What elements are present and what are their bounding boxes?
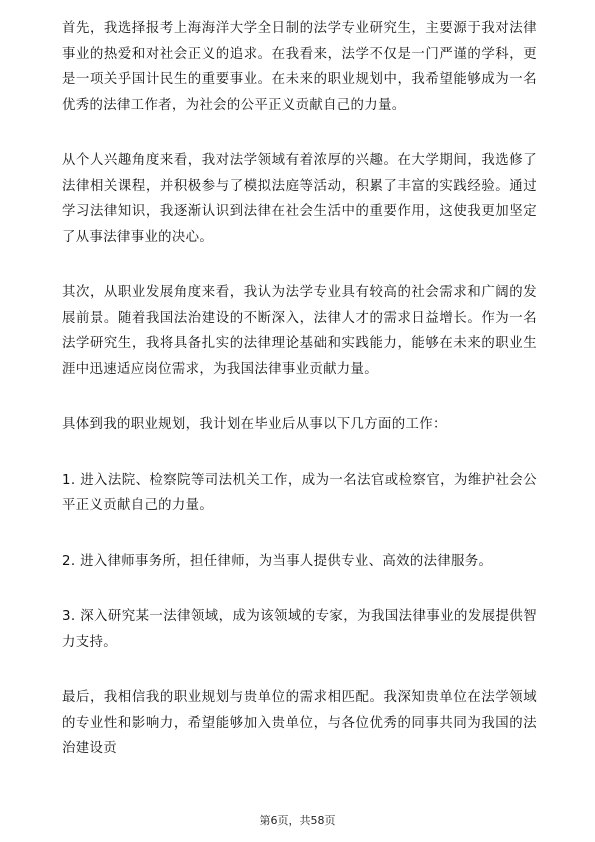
paragraph-plan-intro: 具体到我的职业规划，我计划在毕业后从事以下几方面的工作： (62, 417, 447, 432)
list-item-plan-2: 2. 进入律师事务所，担任律师，为当事人提供专业、高效的法律服务。 (62, 553, 493, 569)
paragraph-intro: 首先，我选择报考上海海洋大学全日制的法学专业研究生，主要源于我对法律事业的热爱和对社会正义的追求。在我看来，法学不仅是一门严谨的学科，更是一项关乎国计民生的重要事业。在未来的职业规划中，我希望能够成为一名优秀的法律工作者，为社会的公平正义贡献自己的力量。 (62, 21, 537, 113)
paragraph-conclusion: 最后，我相信我的职业规划与贵单位的需求相匹配。我深知贵单位在法学领域的专业性和影响力，希望能够加入贵单位，与各位优秀的同事共同为我国的法治建设贡 (62, 690, 537, 756)
paragraph-interest: 从个人兴趣角度来看，我对法学领域有着浓厚的兴趣。在大学期间，我选修了法律相关课程，并积极参与了模拟法庭等活动，积累了丰富的实践经验。通过学习法律知识，我逐渐认识到法律在社会生活中的重要作用，这使我更加坚定了从事法律事业的决心。 (62, 153, 537, 245)
document-body (62, 16, 537, 792)
list-item-plan-3: 3. 深入研究某一法律领域，成为该领域的专家，为我国法律事业的发展提供智力支持。 (62, 609, 537, 650)
list-item-plan-1: 1. 进入法院、检察院等司法机关工作，成为一名法官或检察官，为维护社会公平正义贡献自己的力量。 (62, 472, 537, 513)
page-number: 第6页，共58页 (259, 814, 336, 827)
paragraph-career-development: 其次，从职业发展角度来看，我认为法学专业具有较高的社会需求和广阔的发展前景。随着我国法治建设的不断深入，法律人才的需求日益增长。作为一名法学研究生，我将具备扎实的法律理论基础和实践能力，能够在未来的职业生涯中迅速适应岗位需求，为我国法律事业贡献力量。 (62, 285, 537, 377)
